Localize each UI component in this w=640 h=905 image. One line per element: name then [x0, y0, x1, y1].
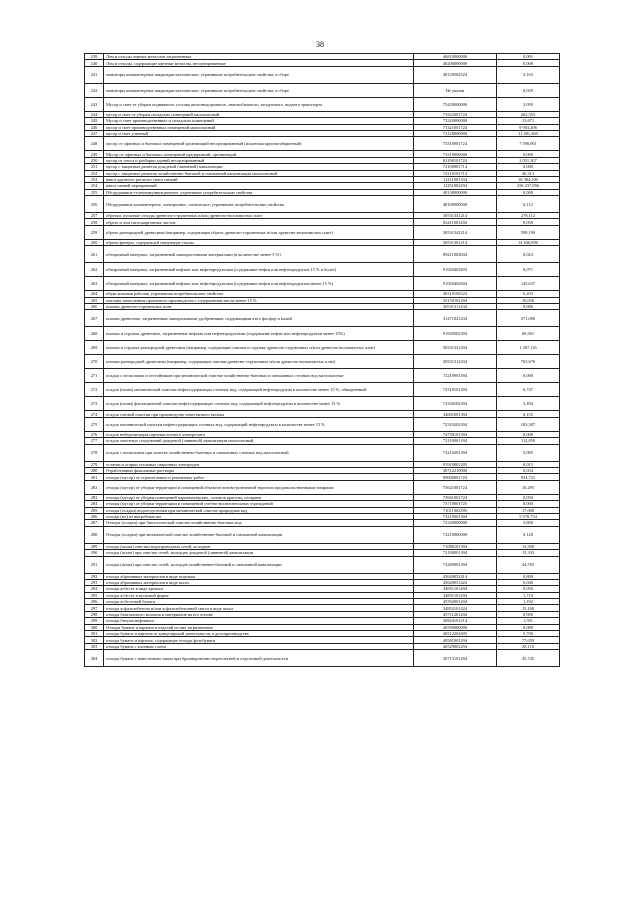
- table-row: [85, 137, 560, 151]
- fkko-code: 48100000000: [414, 196, 497, 213]
- fkko-code: 30712210000: [414, 467, 497, 473]
- waste-amount: 763,676: [497, 355, 560, 369]
- fkko-code: 89000001724: [414, 474, 497, 480]
- row-number: 298: [85, 611, 104, 617]
- row-number: 273: [85, 397, 104, 411]
- waste-name: окалина замасленная прокатного производства с содержанием масла менее 15 %: [104, 297, 414, 303]
- waste-name: опилки древесно-стружечных плит: [104, 304, 414, 310]
- row-number: 297: [85, 605, 104, 611]
- table-row: [85, 97, 560, 111]
- fkko-code: 81290101724: [414, 157, 497, 163]
- fkko-code: 30713101294: [414, 650, 497, 667]
- waste-name: опилки и стружка древесные, загрязненные нефтью или нефтепродуктами (содержание нефти или нефтепродуктов менее 15%): [104, 327, 414, 341]
- row-number: 299: [85, 618, 104, 624]
- waste-amount: 8,000: [497, 501, 560, 507]
- row-number: 249: [85, 151, 104, 157]
- waste-amount: 0,000: [497, 431, 560, 437]
- row-number: 286: [85, 513, 104, 519]
- table-row: [85, 246, 560, 263]
- waste-name: отходы (шлам) при очистке сетей, колодцев дождевой (ливневой) канализации: [104, 550, 414, 556]
- fkko-code: 74730101394: [414, 431, 497, 437]
- fkko-code: 35150102294: [414, 297, 497, 303]
- waste-amount: 28,110: [497, 643, 560, 649]
- fkko-code: 73322001724: [414, 111, 497, 117]
- row-number: 252: [85, 170, 104, 176]
- waste-name: остатки и огарки стальных сварочных электродов: [104, 461, 414, 467]
- table-row: [85, 225, 560, 239]
- waste-amount: 0,155: [497, 411, 560, 417]
- row-number: 269: [85, 341, 104, 355]
- waste-name: отходы асбеста в кусковой форме: [104, 592, 414, 598]
- fkko-code: 40529002294: [414, 643, 497, 649]
- fkko-code: 45592001204: [414, 599, 497, 605]
- fkko-code: 48130000000: [414, 189, 497, 195]
- fkko-code: 30531312434: [414, 355, 497, 369]
- row-number: 294: [85, 586, 104, 592]
- row-number: 290: [85, 550, 104, 556]
- waste-amount: 10,036: [497, 297, 560, 303]
- waste-amount: 0,000: [497, 151, 560, 157]
- fkko-code: 91920502394: [414, 327, 497, 341]
- waste-name: опилки древесные, загрязненные минеральными удобрениями, содержащими азот, фосфор и калий: [104, 310, 414, 327]
- waste-amount: 3,800: [497, 520, 560, 526]
- waste-amount: 0,050: [497, 494, 560, 500]
- waste-name: отходы бумаги с нанесенным лаком при брошюровочно-переплетной и отделочной деятельности: [104, 650, 414, 667]
- fkko-code: 91920401603: [414, 263, 497, 277]
- row-number: 239: [85, 54, 104, 60]
- fkko-code: 72210000000: [414, 526, 497, 543]
- waste-name: обрезь разнородной древесины (например, содержащая обрезь древесно-стружечных и/или древесно-волокнистых плит): [104, 225, 414, 239]
- waste-amount: 371,000: [497, 310, 560, 327]
- fkko-code: 30531331204: [414, 341, 497, 355]
- table-row: [85, 310, 560, 327]
- row-number: 300: [85, 624, 104, 630]
- waste-name: Оборудование компьютерное, электронное, оптическое, утратившее потребительские свойства: [104, 196, 414, 213]
- waste-name: обувь кожаная рабочая, утратившая потребительские свойства: [104, 291, 414, 297]
- waste-name: Отходы бумаги и картона и изделий из них загрязненные: [104, 624, 414, 630]
- waste-name: отходы (мусор) от уборки помещений парикмахерских, салонов красоты, соляриев: [104, 494, 414, 500]
- row-number: 276: [85, 431, 104, 437]
- row-number: 284: [85, 501, 104, 507]
- waste-name: Мусор и смет производственных и складских помещений: [104, 118, 414, 124]
- fkko-code: 34851101204: [414, 592, 497, 598]
- waste-name: Оборудование телекоммуникационное, утратившее потребительские свойства: [104, 189, 414, 195]
- row-number: 262: [85, 263, 104, 277]
- waste-name: отходы (шлам) очистки водопроводных сетей, колодцев: [104, 543, 414, 549]
- waste-amount: 77,059: [497, 637, 560, 643]
- fkko-code: 72180001394: [414, 550, 497, 556]
- waste-name: обтирочный материал, загрязненный нефтью или нефтепродуктами (содержание нефти или нефтепродуктов менее 15 %): [104, 277, 414, 291]
- waste-name: обрезь и лом гипсокартонных листов: [104, 219, 414, 225]
- table-row: [85, 327, 560, 341]
- waste-amount: 9 903,206: [497, 124, 560, 130]
- table-row: [85, 556, 560, 573]
- row-number: 258: [85, 219, 104, 225]
- row-number: 257: [85, 213, 104, 219]
- waste-name: осадок механической очистки нефтесодержащих сточных вод, содержащий нефтепродукты в количестве менее 15 %: [104, 417, 414, 431]
- fkko-code: 11211001334: [414, 176, 497, 182]
- row-number: 288: [85, 526, 104, 543]
- row-number: 272: [85, 383, 104, 397]
- waste-name: осадок нейтрализации сернокислотного электролита: [104, 431, 414, 437]
- fkko-code: 73420000000: [414, 97, 497, 111]
- waste-amount: 17,000: [497, 507, 560, 513]
- fkko-code: 71080101394: [414, 543, 497, 549]
- row-number: 303: [85, 643, 104, 649]
- waste-name: отходы асбестовой бумаги: [104, 599, 414, 605]
- waste-amount: 0,050: [497, 586, 560, 592]
- waste-name: отходы (мусор) от уборки территории и помещений учебно-воспитательных учреждений: [104, 501, 414, 507]
- fkko-code: 72210101714: [414, 170, 497, 176]
- fkko-code: 73710001725: [414, 501, 497, 507]
- table-row: [85, 397, 560, 411]
- waste-amount: 40,313: [497, 170, 560, 176]
- row-number: 268: [85, 327, 104, 341]
- waste-amount: 1,591: [497, 618, 560, 624]
- row-number: 241: [85, 66, 104, 83]
- waste-amount: 0,112: [497, 196, 560, 213]
- fkko-code: 72210201394: [414, 444, 497, 461]
- waste-name: навоз крупного рогатого скота свежий: [104, 176, 414, 182]
- row-number: 251: [85, 164, 104, 170]
- row-number: 275: [85, 417, 104, 431]
- row-number: 267: [85, 310, 104, 327]
- waste-name: мусор от сноса и разборки зданий несортированный: [104, 157, 414, 163]
- fkko-code: 73320000000: [414, 118, 497, 124]
- waste-name: навоз свиней перепревший: [104, 183, 414, 189]
- fkko-code: 72320000000: [414, 520, 497, 526]
- waste-amount: 934,721: [497, 474, 560, 480]
- row-number: 253: [85, 176, 104, 182]
- waste-amount: 112,050: [497, 438, 560, 444]
- waste-name: Мусор и смет от уборки подвижного состава железнодорожного, автомобильного, воздушного, водного транспорта: [104, 97, 414, 111]
- waste-name: Отходы (осадки) при биологической очистке хозяйственно-бытовых вод: [104, 520, 414, 526]
- waste-name: отходы (осадки) водоподготовки при механической очистке природных вод: [104, 507, 414, 513]
- waste-name: мусор и смет от уборки складских помещений малоопасный: [104, 111, 414, 117]
- table-row: [85, 650, 560, 667]
- waste-name: обрезь фанеры, содержащей связующие смолы: [104, 239, 414, 245]
- row-number: 270: [85, 355, 104, 369]
- waste-amount: 0,000: [497, 369, 560, 383]
- waste-name: отходы асбеста в виде крошки: [104, 586, 414, 592]
- waste-name: отходы (шлам) при очистке сетей, колодцев хозяйственно-бытовой и смешанной канализации: [104, 556, 414, 573]
- row-number: 264: [85, 291, 104, 297]
- waste-name: мусор и смет уличный: [104, 130, 414, 136]
- fkko-code: 30531341214: [414, 213, 497, 219]
- waste-name: отходы асфальтобетона и/или асфальтобетонной смеси в виде пыли: [104, 605, 414, 611]
- waste-amount: 0,000: [497, 164, 560, 170]
- row-number: 247: [85, 130, 104, 136]
- waste-name: отходы базальтового волокна и материалов на его основе: [104, 611, 414, 617]
- table-row: [85, 369, 560, 383]
- fkko-code: 30531311434: [414, 304, 497, 310]
- row-number: 250: [85, 157, 104, 163]
- fkko-code: 11251002294: [414, 183, 497, 189]
- waste-name: осадок с песколовок при очистке хозяйственно-бытовых и смешанных сточных вод малоопасный: [104, 444, 414, 461]
- row-number: 296: [85, 599, 104, 605]
- table-row: [85, 355, 560, 369]
- waste-amount: 0,054: [497, 467, 560, 473]
- fkko-code: 40310100524: [414, 291, 497, 297]
- row-number: 283: [85, 494, 104, 500]
- waste-name: отходы абразивных материалов в виде пыли: [104, 579, 414, 585]
- waste-amount: 7 590,061: [497, 137, 560, 151]
- table-row: [85, 341, 560, 355]
- row-number: 301: [85, 631, 104, 637]
- row-number: 278: [85, 444, 104, 461]
- page-number: 38: [316, 40, 324, 49]
- fkko-code: 72310202394: [414, 417, 497, 431]
- fkko-code: 73321001724: [414, 124, 497, 130]
- row-number: 271: [85, 369, 104, 383]
- fkko-code: 89211002604: [414, 246, 497, 263]
- waste-amount: 10,295: [497, 480, 560, 494]
- waste-amount: 3,050: [497, 97, 560, 111]
- fkko-code: 45620052414: [414, 573, 497, 579]
- waste-name: осадок (шлам) механической очистки нефтесодержащих сточных вод, содержащий нефтепродукты в количестве менее 15 %, обводненный: [104, 383, 414, 397]
- table-row: [85, 263, 560, 277]
- fkko-code: 73941001724: [414, 494, 497, 500]
- waste-amount: 1,710: [497, 592, 560, 598]
- row-number: 280: [85, 467, 104, 473]
- waste-amount: 262,353: [497, 111, 560, 117]
- row-number: 274: [85, 411, 104, 417]
- row-number: 263: [85, 277, 104, 291]
- table-row: [85, 444, 560, 461]
- waste-name: обрезки, кусковые отходы древесно-стружечных и/или древесно-волокнистых плит: [104, 213, 414, 219]
- row-number: 277: [85, 438, 104, 444]
- waste-name: Лом и отходы черных металлов загрязненные: [104, 54, 414, 60]
- row-number: 255: [85, 189, 104, 195]
- waste-amount: 15,333: [497, 550, 560, 556]
- table-row: [85, 277, 560, 291]
- waste-amount: 0,000: [497, 60, 560, 66]
- waste-name: Отходы (осадки) при механической очистке хозяйственно-бытовой и смешанной канализации: [104, 526, 414, 543]
- fkko-code: 91910001205: [414, 461, 497, 467]
- row-number: 261: [85, 246, 104, 263]
- fkko-code: 91920402604: [414, 277, 497, 291]
- waste-amount: 44,783: [497, 556, 560, 573]
- row-number: 240: [85, 60, 104, 66]
- waste-amount: 45,745: [497, 650, 560, 667]
- waste-amount: 16 384,100: [497, 176, 560, 182]
- fkko-code: 30531301214: [414, 239, 497, 245]
- waste-name: мониторы компьютерные жидкокристаллические, утратившие потребительские свойства, в сборе: [104, 66, 414, 83]
- row-number: 281: [85, 474, 104, 480]
- waste-name: мусор с защитных решеток дождевой (ливневой) канализации: [104, 164, 414, 170]
- fkko-code: 73310001724: [414, 137, 497, 151]
- row-number: 259: [85, 225, 104, 239]
- waste-amount: 2 051,307: [497, 157, 560, 163]
- waste-amount: 6,747: [497, 383, 560, 397]
- waste-name: отходы (ил) из выгребных ям: [104, 513, 414, 519]
- waste-amount: 5,005: [497, 444, 560, 461]
- waste-amount: 0,001: [497, 54, 560, 60]
- row-number: 248: [85, 137, 104, 151]
- table-row: [85, 66, 560, 83]
- waste-name: мусор и смет производственных помещений малоопасный: [104, 124, 414, 130]
- waste-name: отходы битума нефтяного: [104, 618, 414, 624]
- row-number: 279: [85, 461, 104, 467]
- fkko-code: 46810000000: [414, 54, 497, 60]
- table-row: [85, 196, 560, 213]
- row-number: 245: [85, 118, 104, 124]
- fkko-code: Не указан: [414, 83, 497, 97]
- table-row: [85, 417, 560, 431]
- waste-amount: 0,120: [497, 526, 560, 543]
- waste-amount: 5,700: [497, 631, 560, 637]
- row-number: 256: [85, 196, 104, 213]
- waste-amount: 13,500: [497, 543, 560, 549]
- fkko-code: 72110001394: [414, 438, 497, 444]
- waste-name: отходы бумаги с клеевым слоем: [104, 643, 414, 649]
- waste-name: Мусор от офисных и бытовых помещений предприятий, организаций: [104, 151, 414, 157]
- fkko-code: 30824101214: [414, 618, 497, 624]
- fkko-code: 71011002395: [414, 507, 497, 513]
- waste-amount: 1,192: [497, 599, 560, 605]
- waste-name: опилки разнородной древесины (например, содержащие опилки древесно-стружечных и/или древесно-волокнистых плит): [104, 355, 414, 369]
- fkko-code: 40512202605: [414, 631, 497, 637]
- fkko-code: 34852101424: [414, 605, 497, 611]
- fkko-code: 73210001304: [414, 513, 497, 519]
- waste-name: мусор от офисных и бытовых помещений организаций несортированный (исключая крупногабаритный): [104, 137, 414, 151]
- waste-amount: 145,637: [497, 277, 560, 291]
- row-number: 287: [85, 520, 104, 526]
- waste-name: обтирочный материал, загрязненный лакокрасочными материалами (в количестве менее 5 %): [104, 246, 414, 263]
- row-number: 282: [85, 480, 104, 494]
- fkko-code: 46200000000: [414, 60, 497, 66]
- waste-name: обтирочный материал, загрязненный нефтью или нефтепродуктами (содержание нефти или нефтепродуктов 15 % и более): [104, 263, 414, 277]
- waste-amount: 0,029: [497, 83, 560, 97]
- fkko-code: 45711201204: [414, 611, 497, 617]
- fkko-code: 73621001724: [414, 480, 497, 494]
- row-number: 302: [85, 637, 104, 643]
- row-number: 295: [85, 592, 104, 598]
- fkko-code: 72280001394: [414, 556, 497, 573]
- table-row: [85, 383, 560, 397]
- waste-amount: 9,050: [497, 219, 560, 225]
- waste-name: опилки и стружка разнородной древесины (например, содержащие опилки и стружку древесно-стружечных и/или древесно-волокнистых плит): [104, 341, 414, 355]
- waste-name: отходы (мусор) от строительных и ремонтных работ: [104, 474, 414, 480]
- waste-name: отходы бумаги и картона, содержащие отходы фотобумаги: [104, 637, 414, 643]
- fkko-code: 73310000000: [414, 151, 497, 157]
- row-number: 266: [85, 304, 104, 310]
- waste-amount: 278,112: [497, 213, 560, 219]
- waste-amount: 1 307,116: [497, 341, 560, 355]
- waste-amount: 5 578,754: [497, 513, 560, 519]
- row-number: 246: [85, 124, 104, 130]
- waste-amount: 6,203: [497, 291, 560, 297]
- fkko-code: 34851101494: [414, 586, 497, 592]
- fkko-code: 40581001294: [414, 637, 497, 643]
- waste-amount: 3,163: [497, 66, 560, 83]
- waste-name: мусор с защитных решеток хозяйственно-бытовой и смешанной канализации малоопасный: [104, 170, 414, 176]
- waste-amount: 0,900: [497, 611, 560, 617]
- fkko-code: 31471021434: [414, 310, 497, 327]
- waste-name: отходы бумаги и картона от канцелярской деятельности и делопроизводства: [104, 631, 414, 637]
- fkko-code: 45620051424: [414, 579, 497, 585]
- waste-amount: 0,040: [497, 579, 560, 585]
- waste-amount: 69,561: [497, 327, 560, 341]
- table-row: [85, 83, 560, 97]
- waste-name: отходы (мусор) от уборки территории и помещений объектов оптово-розничной торговли продовольственными товарами: [104, 480, 414, 494]
- row-number: 260: [85, 239, 104, 245]
- fkko-code: 48120502524: [414, 66, 497, 83]
- fkko-code: 34691001394: [414, 411, 497, 417]
- waste-amount: 256 237,956: [497, 183, 560, 189]
- waste-name: осадок (шлам) флотационной очистки нефтесодержащих сточных вод, содержащий нефтепродукты в количестве менее 15 %: [104, 397, 414, 411]
- table-row: [85, 480, 560, 494]
- waste-amount: 3,494: [497, 397, 560, 411]
- waste-amount: 0,071: [497, 263, 560, 277]
- waste-amount: 0,023: [497, 246, 560, 263]
- waste-amount: 15,160: [497, 605, 560, 611]
- row-number: 289: [85, 543, 104, 549]
- waste-amount: 9,686: [497, 304, 560, 310]
- row-number: 244: [85, 111, 104, 117]
- fkko-code: 73120000000: [414, 130, 497, 136]
- fkko-code: 72330102394: [414, 397, 497, 411]
- waste-amount: 0,015: [497, 461, 560, 467]
- waste-amount: 13,671: [497, 118, 560, 124]
- fkko-code: 72310101394: [414, 383, 497, 397]
- waste-amount: 0,080: [497, 624, 560, 630]
- waste-amount: 11 491,360: [497, 130, 560, 136]
- row-number: 243: [85, 97, 104, 111]
- waste-name: осадок газовой очистки при производстве известкового молока: [104, 411, 414, 417]
- waste-amount: 598,190: [497, 225, 560, 239]
- row-number: 291: [85, 556, 104, 573]
- row-number: 293: [85, 579, 104, 585]
- waste-amount: 183,307: [497, 417, 560, 431]
- row-number: 265: [85, 297, 104, 303]
- waste-name: осадок очистных сооружений дождевой (ливневой) канализации малоопасный: [104, 438, 414, 444]
- waste-name: Отработанные фиксажные растворы: [104, 467, 414, 473]
- row-number: 292: [85, 573, 104, 579]
- fkko-code: 72210901394: [414, 369, 497, 383]
- waste-amount: 0,808: [497, 573, 560, 579]
- fkko-code: 72100001714: [414, 164, 497, 170]
- waste-name: отходы абразивных материалов в виде порошка: [104, 573, 414, 579]
- table-row: [85, 526, 560, 543]
- row-number: 254: [85, 183, 104, 189]
- waste-name: Лом и отходы, содержащие цветные металлы, несортированные: [104, 60, 414, 66]
- waste-name: мониторы компьютерные жидкокристаллические, утратившие потребительские свойства, в сборе: [104, 83, 414, 97]
- row-number: 285: [85, 507, 104, 513]
- waste-name: осадки с песколовок и отстойников при механической очистке хозяйственно-бытовых и смешанных сточных вод малоопасные: [104, 369, 414, 383]
- fkko-code: 30531342214: [414, 225, 497, 239]
- row-number: 304: [85, 650, 104, 667]
- waste-table: [84, 53, 560, 667]
- fkko-code: 40590000000: [414, 624, 497, 630]
- waste-amount: 14 646,896: [497, 239, 560, 245]
- fkko-code: 82411001204: [414, 219, 497, 225]
- waste-amount: 0,000: [497, 189, 560, 195]
- row-number: 242: [85, 83, 104, 97]
